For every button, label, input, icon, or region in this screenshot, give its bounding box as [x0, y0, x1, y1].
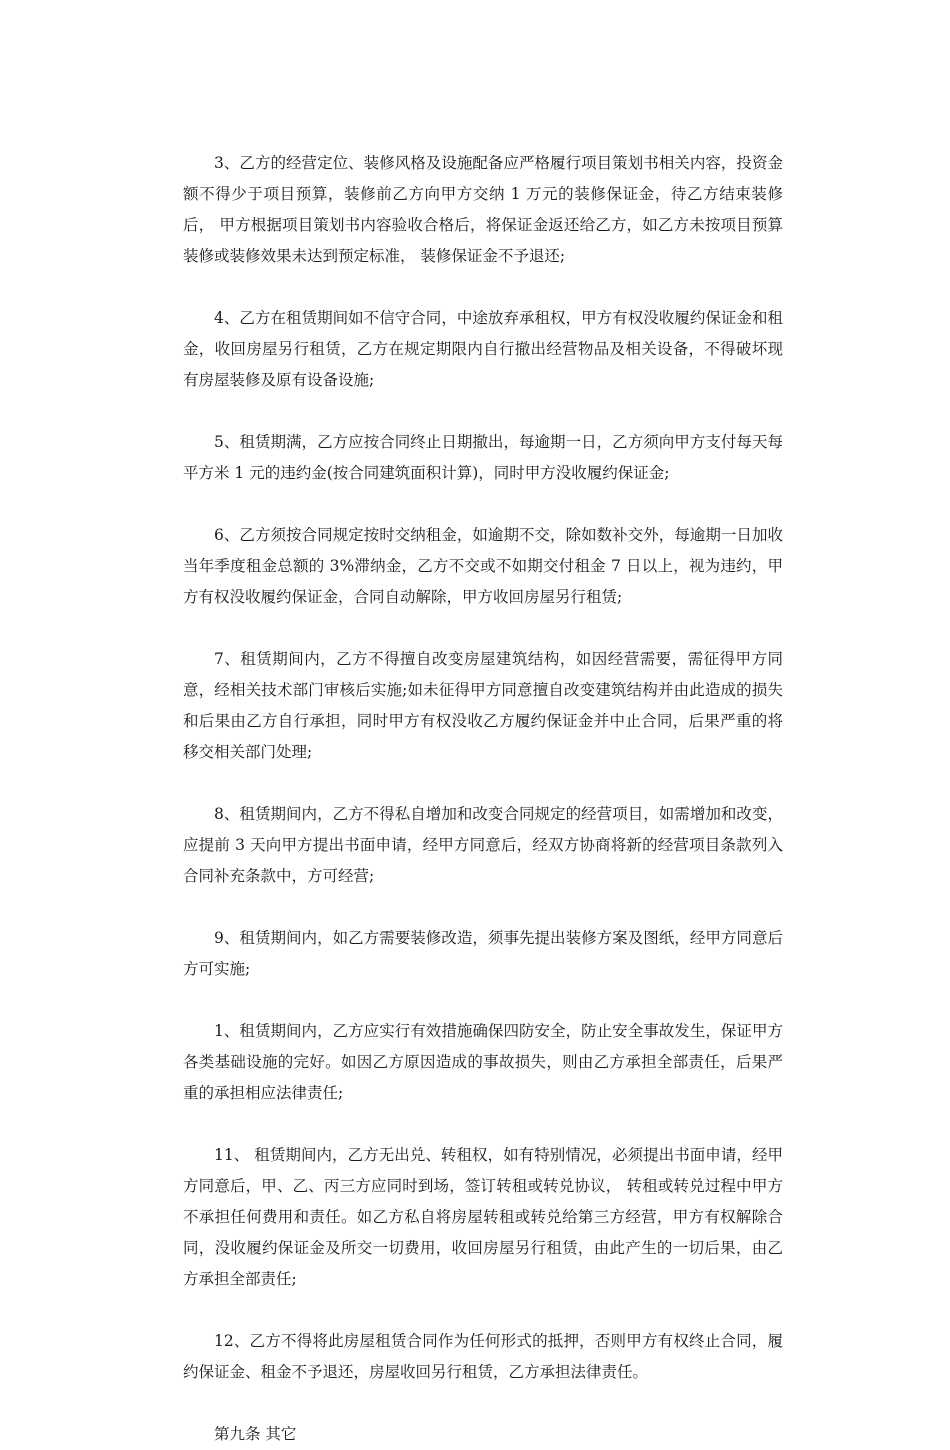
clause-5: 5、租赁期满，乙方应按合同终止日期撤出，每逾期一日，乙方须向甲方支付每天每平方米 1 元的违约金(按合同建筑面积计算)，同时甲方没收履约保证金;: [183, 433, 783, 482]
clause-3: 3、乙方的经营定位、装修风格及设施配备应严格履行项目策划书相关内容，投资金额不得少于项目预算，装修前乙方向甲方交纳 1 万元的装修保证金，待乙方结束装修后， 甲方根据项目策划书内容验收合格后，将保证金返还给乙方，如乙方未按项目预算装修或装修效果未达到预定标准， 装修保证金不予退还;: [183, 154, 783, 265]
clause-8: 8、租赁期间内，乙方不得私自增加和改变合同规定的经营项目，如需增加和改变，应提前 3 天向甲方提出书面申请，经甲方同意后，经双方协商将新的经营项目条款列入合同补充条款中，方可经营;: [183, 805, 783, 885]
clause-9: 9、租赁期间内，如乙方需要装修改造，须事先提出装修方案及图纸，经甲方同意后方可实施;: [183, 929, 783, 978]
clause-11: 11、 租赁期间内，乙方无出兑、转租权，如有特别情况，必须提出书面申请，经甲方同意后，甲、乙、丙三方应同时到场，签订转租或转兑协议， 转租或转兑过程中甲方不承担任何费用和责任。如乙方私自将房屋转租或转兑给第三方经营，甲方有权解除合同，没收履约保证金及所交一切费用，收回房屋另行租赁，由此产生的一切后果，由乙方承担全部责任;: [183, 1146, 783, 1288]
article-heading: 第九条 其它: [214, 1425, 297, 1443]
clause-6: 6、乙方须按合同规定按时交纳租金，如逾期不交，除如数补交外，每逾期一日加收当年季度租金总额的 3%滞纳金，乙方不交或不如期交付租金 7 日以上，视为违约，甲方有权没收履约保证金，合同自动解除，甲方收回房屋另行租赁;: [183, 526, 783, 606]
clause-4: 4、乙方在租赁期间如不信守合同，中途放弃承租权，甲方有权没收履约保证金和租金，收回房屋另行租赁，乙方在规定期限内自行撤出经营物品及相关设备，不得破坏现有房屋装修及原有设备设施;: [183, 309, 783, 389]
clause-10: 1、租赁期间内，乙方应实行有效措施确保四防安全，防止安全事故发生，保证甲方各类基础设施的完好。如因乙方原因造成的事故损失，则由乙方承担全部责任，后果严重的承担相应法律责任;: [183, 1022, 783, 1102]
document-body: [183, 148, 783, 1450]
clause-7: 7、租赁期间内，乙方不得擅自改变房屋建筑结构，如因经营需要，需征得甲方同意，经相关技术部门审核后实施;如未征得甲方同意擅自改变建筑结构并由此造成的损失和后果由乙方自行承担，同时甲方有权没收乙方履约保证金并中止合同，后果严重的将移交相关部门处理;: [183, 650, 783, 761]
clause-12: 12、乙方不得将此房屋租赁合同作为任何形式的抵押，否则甲方有权终止合同，履约保证金、租金不予退还，房屋收回另行租赁，乙方承担法律责任。: [183, 1332, 783, 1381]
